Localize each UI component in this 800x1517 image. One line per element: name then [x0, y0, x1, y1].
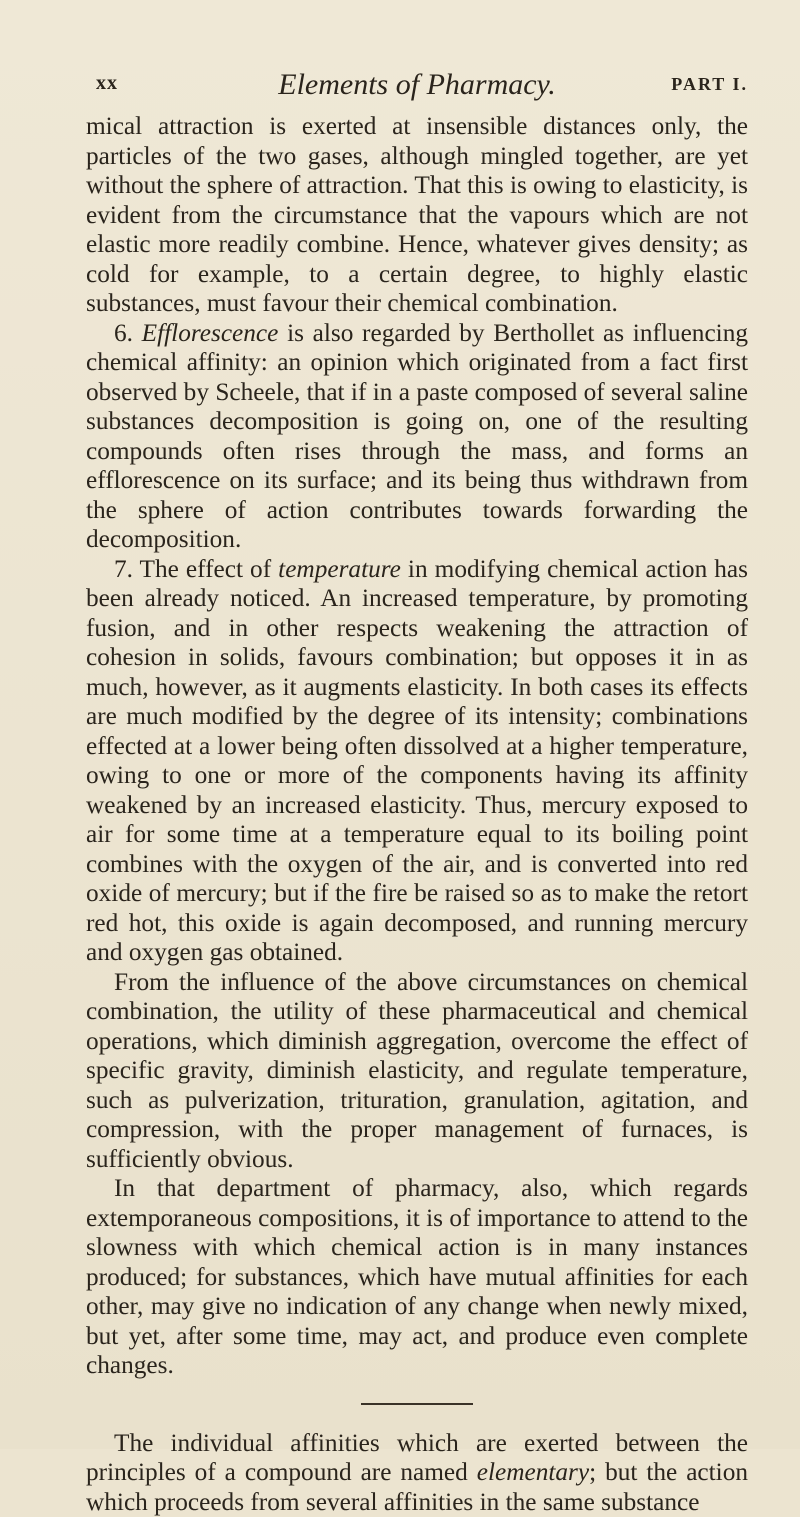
text-segment-italic: Efflorescence — [142, 319, 279, 347]
paragraph-temperature — [86, 555, 748, 968]
body-text — [86, 112, 748, 1517]
text-segment-italic: elementary — [477, 1458, 589, 1486]
paragraph-efflorescence — [86, 319, 748, 555]
text-segment-italic: temperature — [278, 555, 401, 583]
section-divider — [361, 1403, 473, 1405]
page-header — [86, 72, 748, 98]
text-segment: mical attraction is exerted at insensible distances only, the particles of the two gases, although mingled together, are yet without the sphere of attraction. That this is owing to elasticity, is evident from the circumstance that the vapours which are not elastic more readily combine. Hence, whatever gives density; as cold for example, to a certain degree, to highly elastic substances, must favour their chemical combination. — [86, 112, 748, 317]
paragraph-elementary-affinities — [86, 1429, 748, 1517]
part-label: PART I. — [671, 74, 748, 95]
paragraph-attraction — [86, 112, 748, 319]
text-segment: in modifying chemical action has been already noticed. An increased temperature, by promoting fusion, and in other respects weakening the attraction of cohesion in solids, favours combination; but opposes it in as much, however, as it augments elasticity. In both cases its effects are much modified by the degree of its intensity; combinations effected at a lower being often dissolved at a higher temperature, owing to one or more of the components having its affinity weakened by an increased elasticity. Thus, mercury exposed to air for some time at a temperature equal to its boiling point combines with the oxygen of the air, and is converted into red oxide of mercury; but if the fire be raised so as to make the retort red hot, this oxide is again decomposed, and running mercury and oxygen gas obtained. — [86, 555, 748, 967]
paragraph-extemporaneous — [86, 1174, 748, 1381]
paragraph-operations — [86, 968, 748, 1175]
text-segment: is also regarded by Berthollet as influencing chemical affinity: an opinion which originated from a fact first observed by Scheele, that if in a paste composed of several saline substances decomposition is going on, one of the resulting compounds often rises through the mass, and forms an efflorescence on its surface; and its being thus withdrawn from the sphere of action contributes towards forwarding the decomposition. — [86, 319, 748, 554]
text-segment: In that department of pharmacy, also, which regards extemporaneous compositions, it is of importance to attend to the slowness with which chemical action is in many instances produced; for substances, which have mutual affinities for each other, may give no indication of any change when newly mixed, but yet, after some time, may act, and produce even complete changes. — [86, 1174, 748, 1379]
text-segment: The individual affinities which are exerted between the principles of a compound are named — [86, 1429, 748, 1487]
text-segment: ; but the action which proceeds from several affinities in the same substance — [86, 1458, 748, 1516]
text-segment: 7. The effect of — [114, 555, 278, 583]
page-number: xx — [96, 72, 118, 95]
text-segment: 6. — [114, 319, 142, 347]
running-title: Elements of Pharmacy. — [86, 68, 748, 102]
text-segment: From the influence of the above circumstances on chemical combination, the utility of these pharmaceutical and chemical operations, which diminish aggregation, overcome the effect of specific gravity, diminish elasticity, and regulate temperature, such as pulverization, trituration, granulation, agitation, and compression, with the proper management of furnaces, is sufficiently obvious. — [86, 968, 748, 1173]
